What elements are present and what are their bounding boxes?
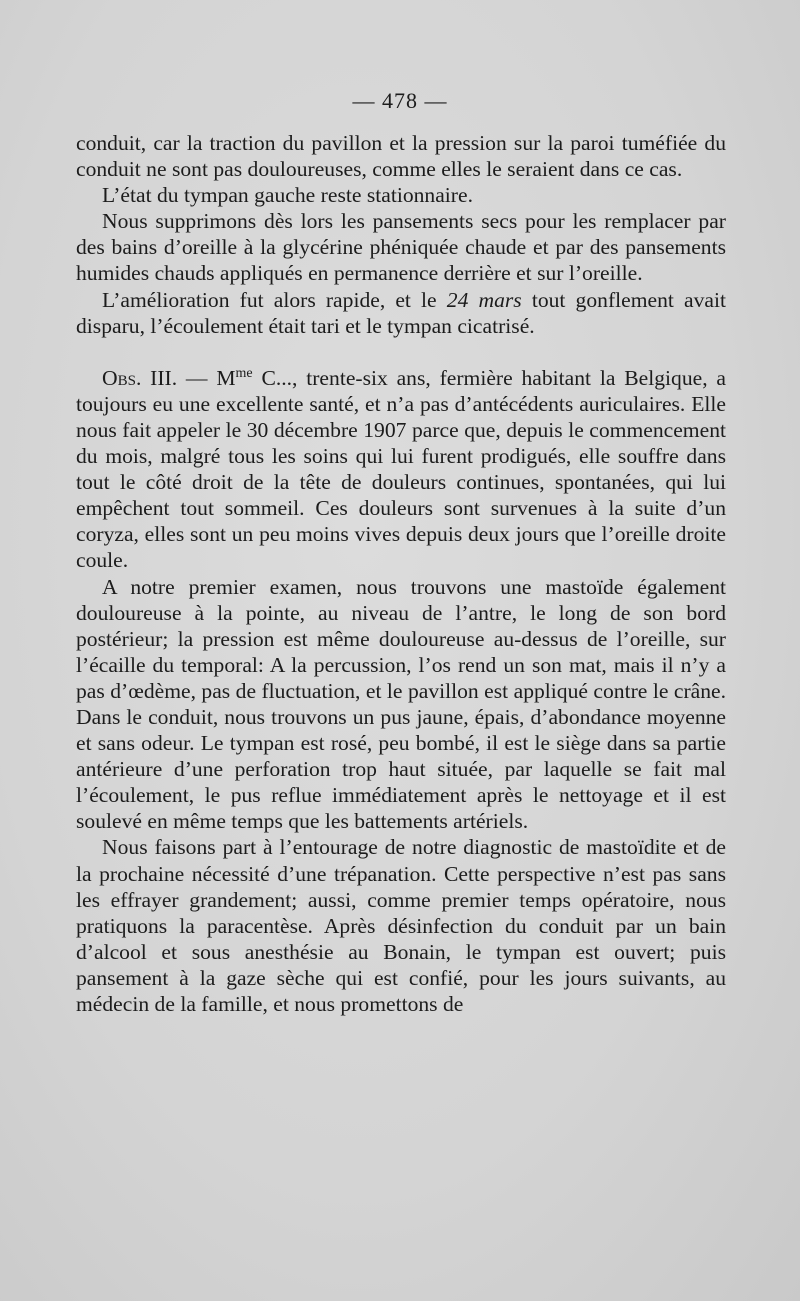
improvement-text-start: L’amélioration fut alors rapide, et le (102, 287, 447, 312)
paragraph-tympan-state: L’état du tympan gauche reste stationnaire. (102, 183, 473, 208)
observation-dash: — M (177, 365, 236, 390)
paragraph-improvement (76, 287, 726, 339)
improvement-text-end: tout gonflement avait disparu, l’écoulement était tari et le tympan cicatrisé. (76, 287, 726, 338)
body-text (76, 130, 726, 1017)
observation-label: Obs. III. (102, 365, 178, 390)
paragraph-continuation: conduit, car la traction du pavillon et la pression sur la paroi tuméfiée du conduit ne sont pas douloureuses, comme elles le seraient dans ce cas. (76, 131, 726, 182)
observation-text: C..., trente-six ans, fermière habitant la Belgique, a toujours eu une excellente santé, et n’a pas d’antécédents auriculaires. Elle nous fait appeler le 30 décembre 1907 parce que, depuis le commencement du mois, malgré tous les soins qui lui furent prodigués, elle souffre dans tout le côté droit de la tête de douleurs continues, spontanées, qui lui empêchent tout sommeil. Ces douleurs sont survenues à la suite d’un coryza, elles sont un peu moins vives depuis deux jours que l’oreille droite coule. (76, 365, 726, 573)
paragraph-examination: A notre premier examen, nous trouvons une mastoïde également douloureuse à la pointe, au niveau de l’antre, le long de son bord postérieur; la pression est même douloureuse au-dessus de l’oreille, sur l’écaille du temporal: A la percussion, l’os rend un son mat, mais il n’y a pas d’œdème, pas de fluctuation, et le pavillon est appliqué contre le crâne. Dans le conduit, nous trouvons un pus jaune, épais, d’abondance moyenne et sans odeur. Le tympan est rosé, peu bombé, il est le siège dans sa partie antérieure d’une perforation trop haut située, par laquelle se fait mal l’écoulement, le pus reflue immédiatement après le nettoyage et il est soulevé en même temps que les battements artériels. (76, 574, 726, 834)
paragraph-diagnosis: Nous faisons part à l’entourage de notre diagnostic de mastoïdite et de la prochaine nécessité d’une trépanation. Cette perspective n’est pas sans les effrayer grandement; aussi, comme premier temps opératoire, nous pratiquons la paracentèse. Après désinfection du conduit par un bain d’alcool et sous anesthésie au Bonain, le tympan est ouvert; puis pansement à la gaze sèche qui est confié, pour les jours suivants, au médecin de la famille, et nous promettons de (76, 835, 726, 1016)
improvement-date: 24 mars (446, 287, 522, 312)
page-number: — 478 — (352, 88, 448, 113)
section-gap (76, 339, 726, 365)
observation-title-superscript: me (235, 365, 253, 381)
paragraph-treatment-change: Nous supprimons dès lors les pansements secs pour les remplacer par des bains d’oreille à la glycérine phéniquée chaude et par des pansements humides chauds appliqués en permanence derrière et sur l’oreille. (76, 209, 726, 286)
paragraph-observation-3 (76, 365, 726, 574)
